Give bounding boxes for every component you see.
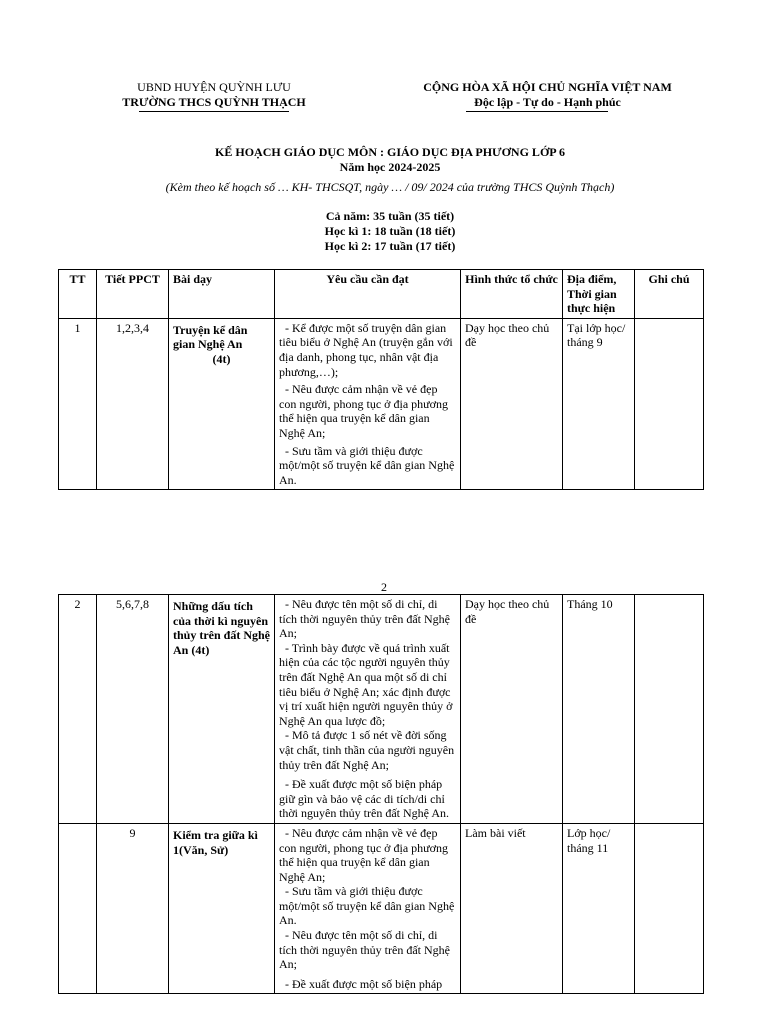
cell-form: Dạy học theo chủ đề (461, 595, 563, 824)
cell-note (635, 823, 704, 994)
school-name: TRƯỜNG THCS QUỲNH THẠCH (122, 95, 306, 109)
cell-form: Làm bài viết (461, 823, 563, 994)
cell-tt (59, 823, 97, 994)
header-left (100, 80, 328, 110)
requirement-item: - Đề xuất được một số biện pháp giữ gìn và bảo vệ các di tích/di chỉ thời nguyên thủy trên đất Nghệ An. (279, 777, 449, 821)
motto-underline (466, 111, 608, 112)
document-title (60, 145, 720, 195)
requirement-item: - Trình bày được về quá trình xuất hiện của các tộc người nguyên thủy trên đất Nghệ An qua một số di chỉ tiêu biểu ở Nghệ An; xác định được vị trí xuất hiện người nguyên thủy ở Nghệ An qua lược đồ; (279, 640, 453, 728)
header-tt: TT (59, 270, 97, 319)
summary (60, 209, 720, 254)
title-note: (Kèm theo kế hoạch số … KH- THCSQT, ngày … / 09/ 2024 của trường THCS Quỳnh Thạch) (165, 180, 615, 194)
cell-form: Dạy học theo chủ đề (461, 318, 563, 490)
cell-requirements (275, 823, 461, 994)
cell-place: Lớp học/ tháng 11 (563, 823, 635, 994)
summary-term1: Học kì 1: 18 tuần (18 tiết) (324, 224, 456, 238)
header-form: Hình thức tổ chức (461, 270, 563, 319)
school-underline (139, 111, 289, 112)
cell-tt: 2 (59, 595, 97, 824)
summary-term2: Học kì 2: 17 tuần (17 tiết) (324, 239, 456, 253)
cell-lesson: Những dấu tích của thời kì nguyên thủy trên đất Nghệ An (4t) (169, 595, 275, 824)
cell-requirements (275, 318, 461, 490)
lesson-title: Truyện kể dân gian Nghệ An (173, 322, 248, 352)
cell-ppct: 9 (97, 823, 169, 994)
cell-ppct: 5,6,7,8 (97, 595, 169, 824)
table-header-row (59, 270, 704, 319)
header-requirements: Yêu cầu cần đạt (275, 270, 461, 319)
cell-ppct: 1,2,3,4 (97, 318, 169, 490)
header-ppct: Tiết PPCT (97, 270, 169, 319)
requirement-item: - Nêu được tên một số di chỉ, di tích thời nguyên thủy trên đất Nghệ An; (279, 928, 450, 972)
cell-place: Tại lớp học/ tháng 9 (563, 318, 635, 490)
district-name: UBND HUYỆN QUỲNH LƯU (137, 80, 291, 94)
table-row (59, 318, 704, 490)
page-number: 2 (381, 580, 387, 594)
cell-lesson: Kiểm tra giữa kì 1(Văn, Sử) (169, 823, 275, 994)
title-main: KẾ HOẠCH GIÁO DỤC MÔN : GIÁO DỤC ĐỊA PHƯƠNG LỚP 6 (215, 145, 565, 159)
header-place: Địa điểm, Thời gian thực hiện (563, 270, 635, 319)
motto: Độc lập - Tự do - Hạnh phúc (474, 95, 621, 109)
summary-year: Cả năm: 35 tuần (35 tiết) (325, 209, 455, 223)
table-row (59, 595, 704, 824)
lesson-periods: (4t) (212, 351, 231, 366)
cell-tt: 1 (59, 318, 97, 490)
table-row (59, 823, 704, 994)
requirement-item: - Nêu được tên một số di chỉ, di tích thời nguyên thủy trên đất Nghệ An; (279, 597, 450, 641)
requirement-item: - Sưu tầm và giới thiệu được một/một số truyện kể dân gian Nghệ An. (279, 884, 455, 928)
requirement-item: - Đề xuất được một số biện pháp (285, 976, 443, 991)
header-lesson: Bài dạy (169, 270, 275, 319)
requirement-item: - Nêu được cảm nhận về vẻ đẹp con người, phong tục ở địa phương thể hiện qua truyện kể dân gian Nghệ An; (279, 825, 449, 884)
cell-lesson (169, 318, 275, 490)
header-right (400, 80, 695, 110)
header-note: Ghi chú (635, 270, 704, 319)
cell-place: Tháng 10 (563, 595, 635, 824)
requirement-item: - Kể được một số truyện dân gian tiêu biểu ở Nghệ An (truyện gắn với địa danh, phong tục, nhân vật địa phương,…); (279, 320, 453, 379)
cell-note (635, 318, 704, 490)
country-name: CỘNG HÒA XÃ HỘI CHỦ NGHĨA VIỆT NAM (423, 80, 672, 94)
requirement-item: - Nêu được cảm nhận về vẻ đẹp con người, phong tục ở địa phương thể hiện qua truyện kể dân gian Nghệ An; (279, 382, 449, 440)
title-year: Năm học 2024-2025 (339, 160, 441, 174)
requirement-item: - Mô tả được 1 số nét về đời sống vật chất, tinh thần của người nguyên thủy trên đất Nghệ An; (279, 728, 455, 772)
requirement-item: - Sưu tầm và giới thiệu được một/một số truyện kể dân gian Nghệ An. (279, 443, 455, 487)
cell-requirements (275, 595, 461, 824)
cell-note (635, 595, 704, 824)
plan-table-page1 (58, 269, 704, 490)
plan-table-page2 (58, 594, 704, 994)
